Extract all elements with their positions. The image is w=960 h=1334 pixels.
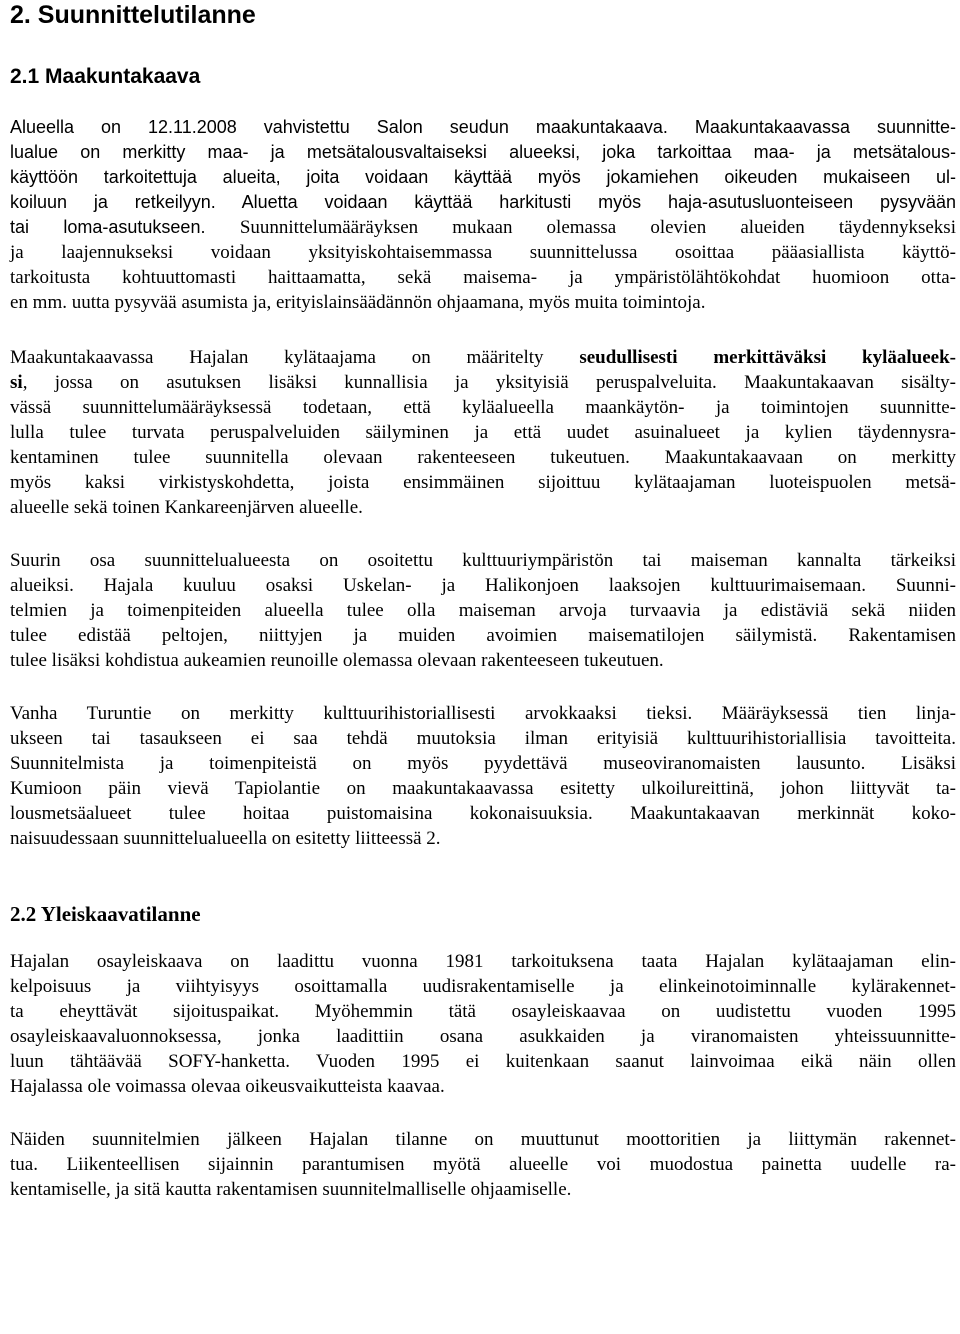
text-line bbox=[10, 1177, 956, 1202]
text-line bbox=[10, 265, 956, 290]
text-run: Alueella on 12.11.2008 vahvistettu Salon seudun maakuntakaava. Maakuntakaavassa suunnitte- bbox=[10, 117, 956, 137]
text-line bbox=[10, 598, 956, 623]
subsection-heading: 2.2 Yleiskaavatilanne bbox=[10, 902, 201, 926]
text-line bbox=[10, 345, 956, 370]
paragraph bbox=[10, 701, 956, 851]
text-run: Kumioon päin vievä Tapiolantie on maakuntakaavassa esitetty ulkoilureittinä, johon liittyvät ta- bbox=[10, 778, 956, 799]
text-run: vässä suunnittelumääräyksessä todetaan, että kyläalueella maankäytön- ja toimintojen suunnitte- bbox=[10, 397, 956, 418]
text-line bbox=[10, 495, 956, 520]
text-run: ja laajennukseksi voidaan yksityiskohtaisemmassa suunnittelussa osoittaa pääasiallista käyttö- bbox=[10, 242, 956, 263]
text-run: tua. Liikenteellisen sijainnin parantumisen myötä alueelle voi muodostua painetta uudelle ra- bbox=[10, 1154, 956, 1175]
text-line bbox=[10, 165, 956, 190]
text-line bbox=[10, 190, 956, 215]
text-run: Hajalan osayleiskaava on laadittu vuonna 1981 tarkoituksena taata Hajalan kylätaajaman elin- bbox=[10, 951, 956, 972]
paragraph bbox=[10, 949, 956, 1099]
text-line bbox=[10, 573, 956, 598]
text-run: Suunnitelmista ja toimenpiteistä on myös pyydettävä museoviranomaisten lausunto. Lisäksi bbox=[10, 753, 956, 774]
text-run: kelpoisuus ja viihtyisyys osoittamalla uudisrakentamiselle ja elinkeinotoiminnalle kylärakennet- bbox=[10, 976, 956, 997]
text-line bbox=[10, 726, 956, 751]
text-line bbox=[10, 420, 956, 445]
text-line bbox=[10, 370, 956, 395]
text-run: , jossa on asutuksen lisäksi kunnallisia ja yksityisiä peruspalveluita. Maakuntakaavan sisälty- bbox=[22, 372, 956, 393]
document-page bbox=[10, 0, 956, 1202]
text-line bbox=[10, 1024, 956, 1049]
text-line bbox=[10, 974, 956, 999]
text-run: Vanha Turuntie on merkitty kulttuurihistoriallisesti arvokkaaksi tieksi. Määräyksessä tien linja- bbox=[10, 703, 956, 724]
text-run: Näiden suunnitelmien jälkeen Hajalan tilanne on muuttunut moottoritien ja liittymän rakennet- bbox=[10, 1129, 956, 1150]
text-line bbox=[10, 240, 956, 265]
subsection-2-2 bbox=[10, 901, 956, 1202]
text-line bbox=[10, 1127, 956, 1152]
text-line bbox=[10, 826, 956, 851]
text-line bbox=[10, 470, 956, 495]
subsection-2-1 bbox=[10, 64, 956, 851]
text-line bbox=[10, 215, 956, 240]
text-line bbox=[10, 115, 956, 140]
text-run: kentaminen tulee suunnitella olevaan rakenteeseen tukeutuen. Maakuntakaavaan on merkitty bbox=[10, 447, 956, 468]
text-run: ta eheyttävät sijoituspaikat. Myöhemmin tätä osayleiskaavaa on uudistettu vuoden 1995 bbox=[10, 1001, 956, 1022]
text-run: Suurin osa suunnittelualueesta on osoitettu kulttuuriympäristön tai maiseman kannalta tärkeiksi bbox=[10, 550, 956, 571]
text-line bbox=[10, 140, 956, 165]
text-run: luun tähtäävää SOFY-hanketta. Vuoden 1995 ei kuitenkaan saanut lainvoimaa eikä näin ollen bbox=[10, 1051, 956, 1072]
bold-text: seudullisesti merkittäväksi kyläalueek- bbox=[579, 347, 957, 368]
text-run: alueiksi. Hajala kuuluu osaksi Uskelan- ja Halikonjoen laaksojen kulttuurimaisemaan. Suunni- bbox=[10, 575, 956, 596]
text-run: tarkoitusta kohtuuttomasti haittaamatta, sekä maisema- ja ympäristölähtökohdat huomioon otta- bbox=[10, 267, 956, 288]
text-line bbox=[10, 1074, 956, 1099]
text-run: ukseen tai tasaukseen ei saa tehdä muutoksia ilman erityisiä kulttuurihistoriallisia tavoitteita. bbox=[10, 728, 956, 749]
text-run: tulee edistää peltojen, niittyjen ja muiden avoimien maisematilojen säilymistä. Rakentamisen bbox=[10, 625, 956, 646]
paragraph bbox=[10, 548, 956, 673]
text-line bbox=[10, 548, 956, 573]
text-run: lousmetsäalueet tulee hoitaa puistomaisina kokonaisuuksia. Maakuntakaavan merkinnät koko- bbox=[10, 803, 956, 824]
text-line bbox=[10, 949, 956, 974]
text-line bbox=[10, 1049, 956, 1074]
text-run: telmien ja toimenpiteiden alueella tulee olla maiseman arvoja turvaavia ja edistäviä sekä niiden bbox=[10, 600, 956, 621]
text-run: en mm. uutta pysyvää asumista ja, erityislainsäädännön ohjaamana, myös muita toimintoja. bbox=[10, 292, 706, 313]
text-run: Maakuntakaavassa Hajalan kylätaajama on määritelty bbox=[10, 347, 580, 368]
text-line bbox=[10, 751, 956, 776]
text-run: tai loma-asutukseen. bbox=[10, 217, 240, 237]
text-run: osayleiskaavaluonnoksessa, jonka laadittiin osana asukkaiden ja viranomaisten yhteissuunnitte- bbox=[10, 1026, 956, 1047]
text-line bbox=[10, 648, 956, 673]
paragraph bbox=[10, 1127, 956, 1202]
text-line bbox=[10, 395, 956, 420]
text-run: tulee lisäksi kohdistua aukeamien reunoille olemassa olevaan rakenteeseen tukeutuen. bbox=[10, 650, 664, 671]
text-run: naisuudessaan suunnittelualueella on esitetty liitteessä 2. bbox=[10, 828, 441, 849]
paragraph bbox=[10, 115, 956, 315]
subsection-heading: 2.1 Maakuntakaava bbox=[10, 65, 201, 88]
text-run: lualue on merkitty maa- ja metsätalousvaltaiseksi alueeksi, joka tarkoittaa maa- ja metsätalous- bbox=[10, 142, 956, 162]
text-line bbox=[10, 290, 956, 315]
text-run: myös kaksi virkistyskohdetta, joista ensimmäinen sijoittuu kylätaajaman luoteispuolen metsä- bbox=[10, 472, 956, 493]
text-run: kentamiselle, ja sitä kautta rakentamisen suunnitelmalliselle ohjaamiselle. bbox=[10, 1179, 572, 1200]
text-run: alueelle sekä toinen Kankareenjärven alueelle. bbox=[10, 497, 363, 518]
text-run: Suunnittelumääräyksen mukaan olemassa olevien alueiden täydennykseksi bbox=[239, 217, 956, 238]
section-heading: 2. Suunnittelutilanne bbox=[10, 1, 256, 29]
text-line bbox=[10, 623, 956, 648]
text-line bbox=[10, 445, 956, 470]
text-run: Hajalassa ole voimassa olevaa oikeusvaikutteista kaavaa. bbox=[10, 1076, 445, 1097]
paragraph bbox=[10, 345, 956, 520]
text-line bbox=[10, 776, 956, 801]
text-line bbox=[10, 701, 956, 726]
text-run: koiluun ja retkeilyyn. Aluetta voidaan käyttää harkitusti myös haja-asutusluonteiseen pysyvään bbox=[10, 192, 956, 212]
text-line bbox=[10, 1152, 956, 1177]
text-run: lulla tulee turvata peruspalveluiden säilyminen ja että uudet asuinalueet ja kylien täydennysra- bbox=[10, 422, 956, 443]
text-run: käyttöön tarkoitettuja alueita, joita voidaan käyttää myös jokamiehen oikeuden mukaiseen ul- bbox=[10, 167, 956, 187]
text-line bbox=[10, 801, 956, 826]
text-line bbox=[10, 999, 956, 1024]
bold-text: si bbox=[10, 372, 23, 393]
